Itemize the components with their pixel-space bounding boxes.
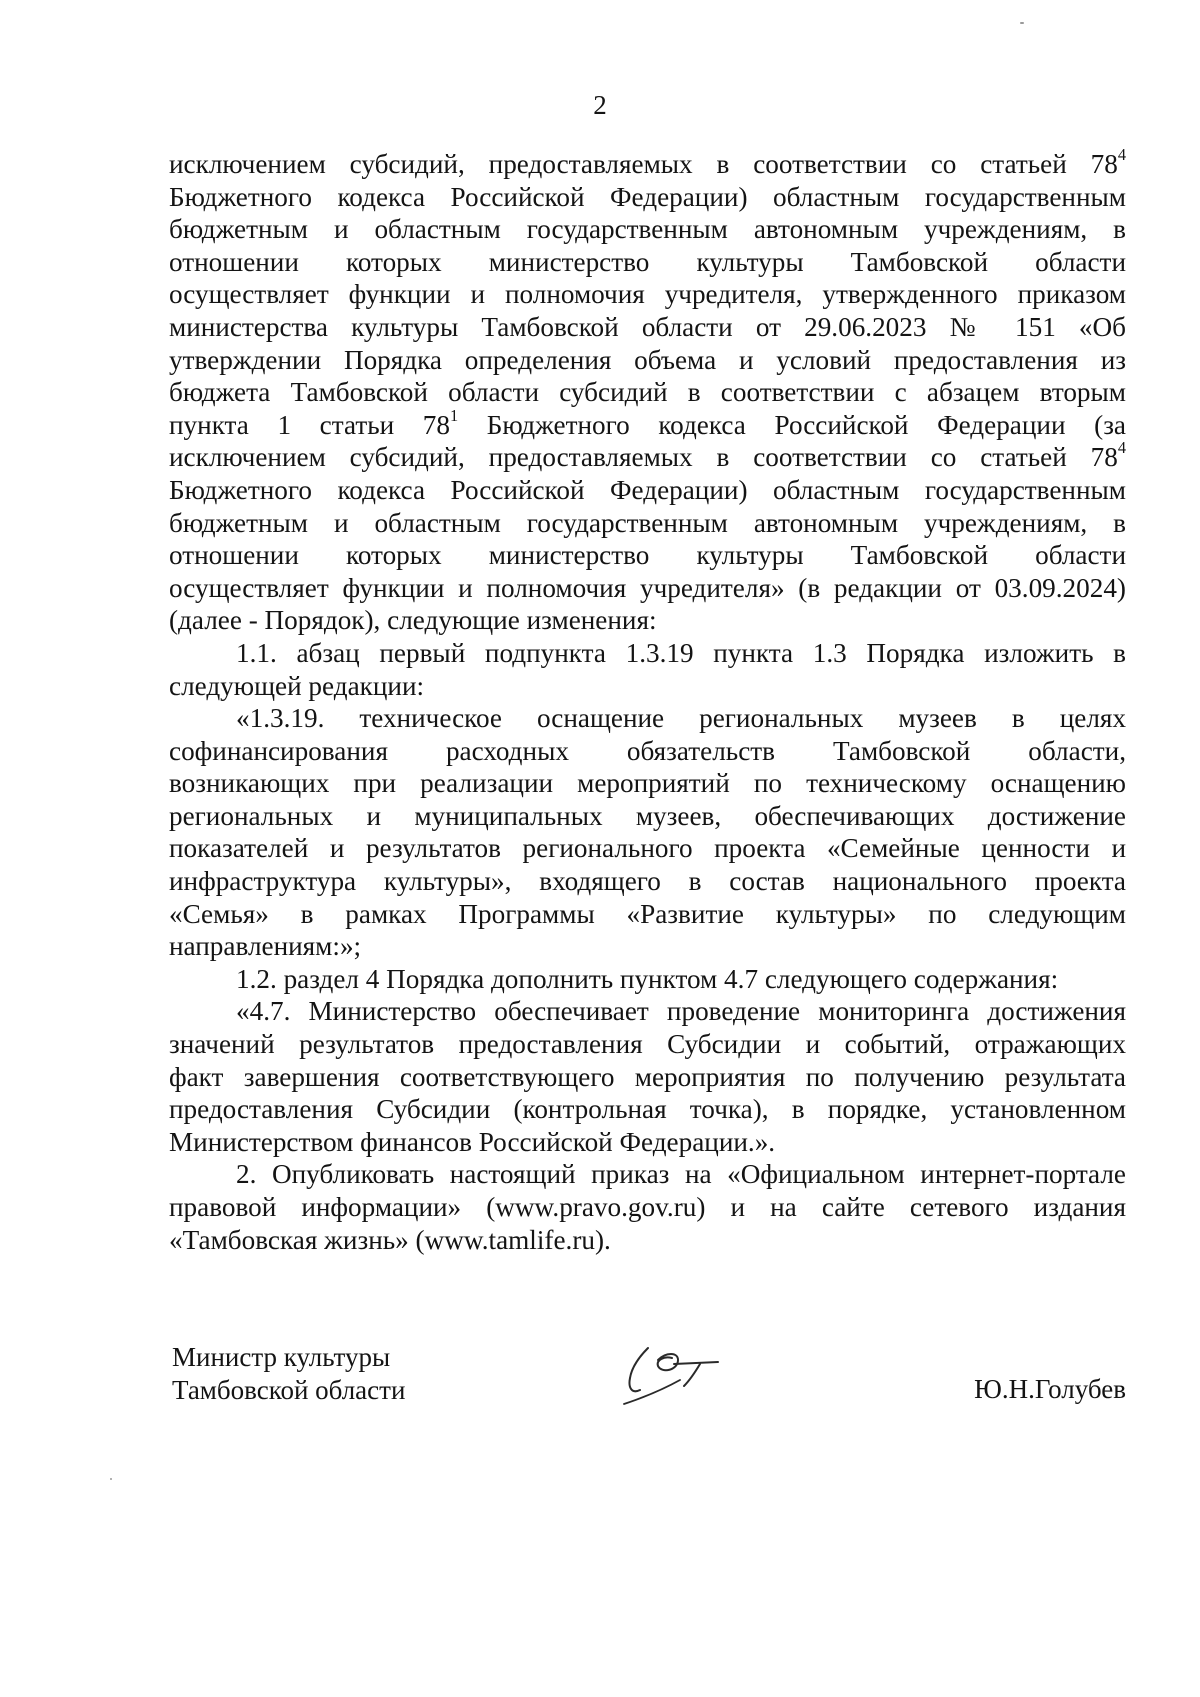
paragraph-2: [169, 1158, 1126, 1256]
signatory-position: [172, 1341, 405, 1406]
page-number: 2: [593, 90, 607, 120]
text-line: факт завершения соответствующего мероприятия по получению результата: [169, 1061, 1126, 1092]
superscript: 4: [1117, 438, 1126, 458]
scan-speck: [110, 1478, 112, 1480]
text-line: (далее - Порядок), следующие изменения:: [169, 605, 657, 636]
position-line: Министр культуры: [172, 1342, 391, 1372]
text-line: 1.1. абзац первый подпункта 1.3.19 пункта 1.3 Порядка изложить в: [236, 637, 1126, 668]
text-line: 1.2. раздел 4 Порядка дополнить пунктом 4.7 следующего содержания:: [236, 963, 1059, 994]
superscript: 4: [1117, 144, 1126, 164]
text-line: отношении которых министерство культуры Тамбовской области: [169, 246, 1126, 277]
text-line: «1.3.19. техническое оснащение региональных музеев в целях: [236, 703, 1126, 734]
paragraph-continuation: [169, 144, 1126, 637]
document-body: [169, 144, 1126, 1256]
text-line: «Семья» в рамках Программы «Развитие культуры» по следующим: [169, 898, 1126, 929]
signatory-name: Ю.Н.Голубев: [974, 1374, 1126, 1404]
scan-speck: [1020, 22, 1024, 24]
paragraph-1-1: [169, 637, 1126, 702]
superscript: 1: [449, 405, 459, 425]
text-line: Министерством финансов Российской Федерации.».: [169, 1126, 776, 1157]
paragraph-1-2: [169, 963, 1126, 996]
text-line: направлениям:»;: [169, 931, 362, 962]
text-line: следующей редакции:: [169, 670, 425, 701]
text-line: бюджетным и областным государственным автономным учреждениям, в: [169, 507, 1126, 538]
text-line: показателей и результатов регионального проекта «Семейные ценности и: [169, 833, 1126, 864]
text-line: «4.7. Министерство обеспечивает проведение мониторинга достижения: [236, 996, 1126, 1027]
text-line: правовой информации» (www.pravo.gov.ru) и на сайте сетевого издания: [169, 1192, 1126, 1222]
text-line: утверждении Порядка определения объема и условий предоставления из: [169, 344, 1126, 375]
text-line: «Тамбовская жизнь» (www.tamlife.ru).: [169, 1224, 611, 1255]
text-line: 2. Опубликовать настоящий приказ на «Официальном интернет-портале: [236, 1159, 1126, 1190]
text-line: бюджетным и областным государственным автономным учреждениям, в: [169, 214, 1126, 245]
position-line: Тамбовской области: [172, 1374, 406, 1405]
handwritten-signature: [618, 1334, 728, 1414]
text-line: инфраструктура культуры», входящего в состав национального проекта: [169, 866, 1126, 897]
text-line: исключением субсидий, предоставляемых в соответствии со статьей $78^4$: [169, 438, 1126, 473]
paragraph-1-3-19: [169, 702, 1126, 963]
text-line: возникающих при реализации мероприятий по техническому оснащению: [169, 768, 1126, 799]
text-line: софинансирования расходных обязательств Тамбовской области,: [169, 735, 1126, 766]
text-line: исключением субсидий, предоставляемых в соответствии со статьей $78^4$: [169, 144, 1126, 179]
text-line: отношении которых министерство культуры Тамбовской области: [169, 540, 1126, 571]
text-line: бюджета Тамбовской области субсидий в соответствии с абзацем вторым: [169, 377, 1126, 408]
text-line: осуществляет функции и полномочия учредителя» (в редакции от 03.09.2024): [169, 572, 1126, 603]
text-line: пункта 1 статьи $78^1$ Бюджетного кодекса Российской Федерации (за: [169, 405, 1126, 440]
text-line: министерства культуры Тамбовской области от 29.06.2023 № 151 «Об: [169, 311, 1126, 342]
text-line: региональных и муниципальных музеев, обеспечивающих достижение: [169, 800, 1126, 831]
paragraph-4-7: [169, 995, 1126, 1158]
text-line: предоставления Субсидии (контрольная точка), в порядке, установленном: [169, 1094, 1126, 1125]
text-line: Бюджетного кодекса Российской Федерации) областным государственным: [169, 474, 1126, 505]
text-line: осуществляет функции и полномочия учредителя, утвержденного приказом: [169, 279, 1126, 310]
text-line: Бюджетного кодекса Российской Федерации) областным государственным: [169, 181, 1126, 212]
text-line: значений результатов предоставления Субсидии и событий, отражающих: [169, 1029, 1126, 1060]
